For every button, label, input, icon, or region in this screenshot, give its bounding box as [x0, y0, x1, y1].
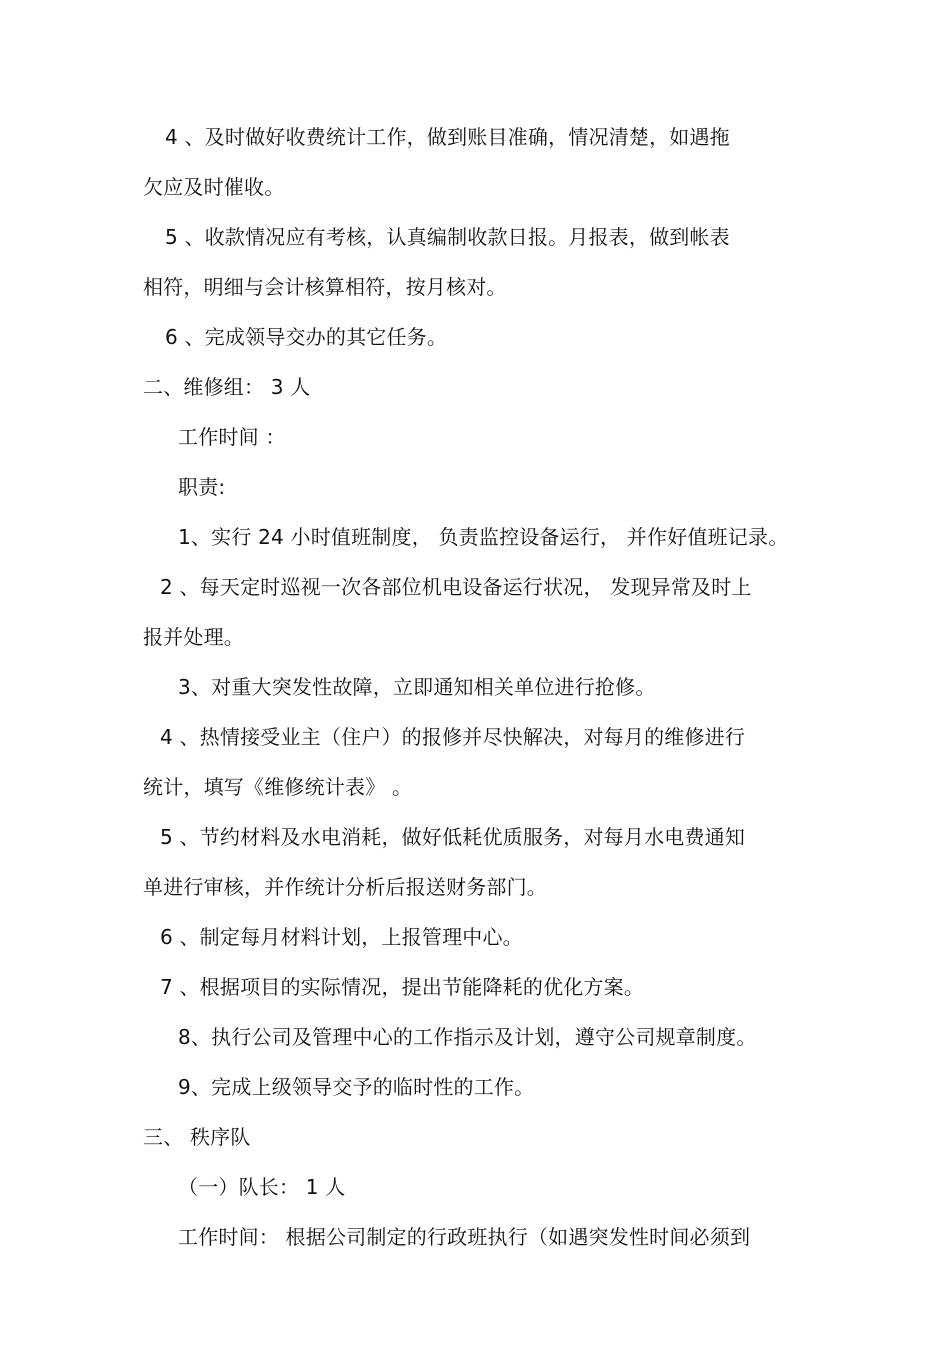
text-line: （一）队长： 1 人 — [178, 1175, 346, 1199]
text-line: 4 、热情接受业主（住户）的报修并尽快解决，对每月的维修进行 — [160, 725, 746, 749]
text-line: 工作时间 ： — [178, 425, 286, 449]
text-line: 6 、制定每月材料计划，上报管理中心。 — [160, 925, 523, 949]
text-line: 职责: — [178, 475, 226, 499]
section-heading: 三、 秩序队 — [143, 1125, 251, 1149]
text-line: 统计，填写《维修统计表》 。 — [143, 775, 413, 799]
text-line: 3、对重大突发性故障，立即通知相关单位进行抢修。 — [178, 675, 656, 699]
text-line: 工作时间： 根据公司制定的行政班执行（如遇突发性时间必须到 — [178, 1225, 751, 1249]
text-line: 5 、节约材料及水电消耗，做好低耗优质服务，对每月水电费通知 — [160, 825, 746, 849]
text-line: 7 、根据项目的实际情况，提出节能降耗的优化方案。 — [160, 975, 645, 999]
text-line: 报并处理。 — [143, 625, 244, 649]
text-line: 1、实行 24 小时值班制度， 负责监控设备运行， 并作好值班记录。 — [178, 525, 789, 549]
text-line: 9、完成上级领导交予的临时性的工作。 — [178, 1075, 535, 1099]
text-line: 相符，明细与会计核算相符，按月核对。 — [143, 275, 507, 299]
text-line: 5 、收款情况应有考核，认真编制收款日报。月报表，做到帐表 — [165, 225, 730, 249]
text-line: 8、执行公司及管理中心的工作指示及计划，遵守公司规章制度。 — [178, 1025, 757, 1049]
text-line: 4 、及时做好收费统计工作，做到账目准确，情况清楚，如遇拖 — [165, 125, 730, 149]
text-line: 2 、每天定时巡视一次各部位机电设备运行状况， 发现异常及时上 — [160, 575, 752, 599]
text-line: 欠应及时催收。 — [143, 175, 285, 199]
text-line: 6 、完成领导交办的其它任务。 — [165, 325, 448, 349]
text-line: 单进行审核，并作统计分析后报送财务部门。 — [143, 875, 547, 899]
section-heading: 二、维修组： 3 人 — [143, 375, 311, 399]
